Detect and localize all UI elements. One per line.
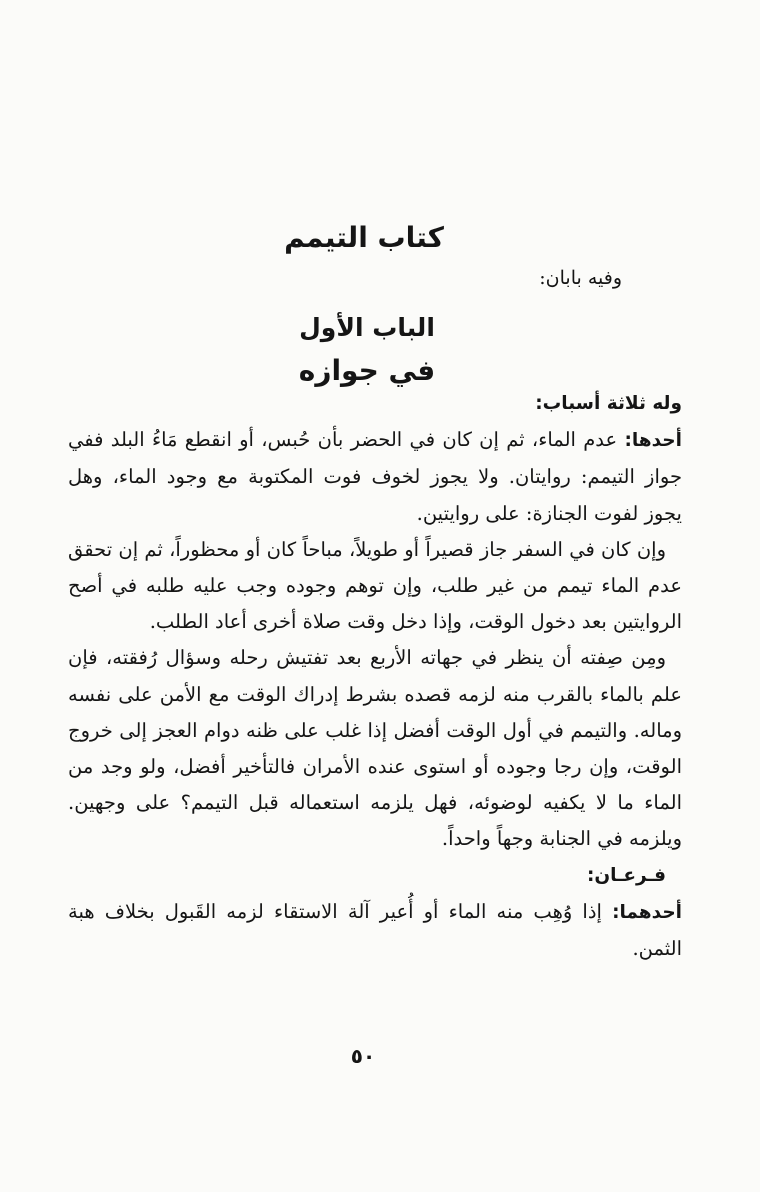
paragraph-text: إذا وُهِب منه الماء أو أُعير آلة الاستقاء لزمه القَبول بخلاف هبة الثمن. bbox=[68, 899, 682, 961]
intro-line: وفيه بابان: bbox=[539, 267, 622, 289]
causes-heading: وله ثلاثة أسباب: bbox=[535, 393, 682, 414]
paragraph-first-branch bbox=[68, 894, 682, 967]
paragraph-lead: أحدها: bbox=[624, 430, 682, 452]
chapter-title: الباب الأول bbox=[299, 313, 435, 342]
branches-heading: فـرعـان: bbox=[586, 864, 666, 886]
paragraph-text: عدم الماء، ثم إن كان في الحضر بأن حُبس، أو انقطع مَاءُ البلد ففي جواز التيمم: روايتان. ولا يجوز لخوف فوت المكتوبة مع وجود الماء، وهل يجوز لفوت الجنازة: على روايتين. bbox=[68, 428, 682, 525]
body-text bbox=[68, 386, 682, 967]
book-title: كتاب التيمم bbox=[284, 221, 444, 254]
paragraph-first-cause bbox=[68, 422, 682, 532]
page-number: ٥٠ bbox=[350, 1044, 376, 1068]
paragraph-lead: أحدهما: bbox=[612, 901, 682, 923]
paragraph-search: ومِن صِفته أن ينظر في جهاته الأربع بعد تفتيش رحله وسؤال رُفقته، فإن علم بالماء بالقرب منه لزمه قصده بشرط إدراك الوقت مع الأمن على نفسه وماله. والتيمم في أول الوقت أفضل إذا غلب على ظنه دوام العجز إلى خروج الوقت، وإن رجا وجوده أو استوى عنده الأمران فالتأخير أفضل، ولو وجد من الماء ما لا يكفيه لوضوئه، فهل يلزمه استعماله قبل التيمم؟ على وجهين. ويلزمه في الجنابة وجهاً واحداً. bbox=[68, 646, 682, 851]
chapter-subtitle: في جوازه bbox=[298, 354, 436, 387]
paragraph-travel: وإن كان في السفر جاز قصيراً أو طويلاً، مباحاً كان أو محظوراً، ثم إن تحقق عدم الماء تيمم من غير طلب، وإن توهم وجوده وجب عليه طلبه في أصح الروايتين بعد دخول الوقت، وإذا دخل وقت صلاة أخرى أعاد الطلب. bbox=[68, 537, 682, 634]
